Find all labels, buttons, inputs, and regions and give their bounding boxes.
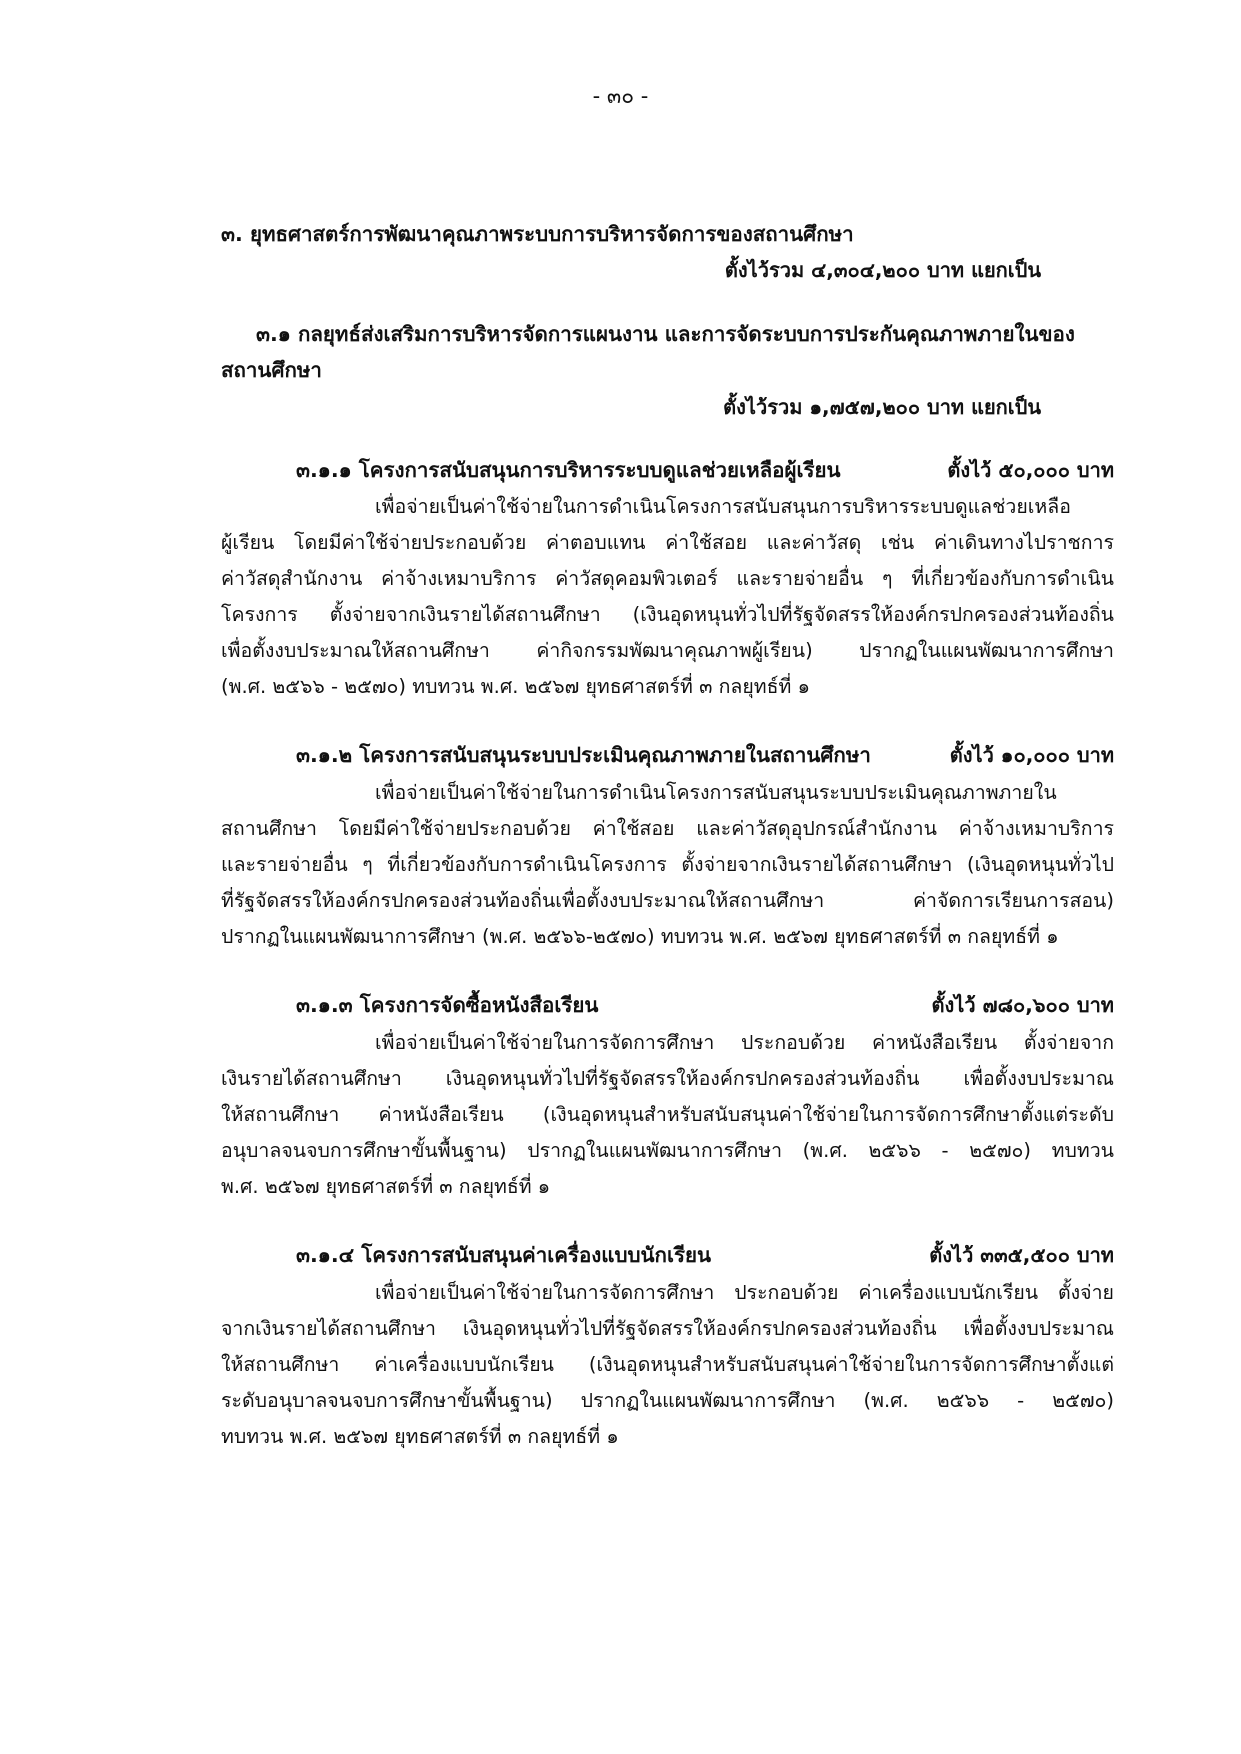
project-text-line: เพื่อจ่ายเป็นค่าใช้จ่ายในการดำเนินโครงการสนับสนุนการบริหารระบบดูแลช่วยเหลือ [375,495,1071,518]
project-title: ๓.๑.๑ โครงการสนับสนุนการบริหารระบบดูแลช่วยเหลือผู้เรียน [296,458,841,482]
substrategy-title-line1: ๓.๑ กลยุทธ์ส่งเสริมการบริหารจัดการแผนงาน และการจัดระบบการประกันคุณภาพภายในของ [256,322,1075,346]
project-text-line: สถานศึกษา โดยมีค่าใช้จ่ายประกอบด้วย ค่าใช้สอย และค่าวัสดุอุปกรณ์สำนักงาน ค่าจ้างเหมาบริการ [221,817,1114,840]
project-text-line: เงินรายได้สถานศึกษา เงินอุดหนุนทั่วไปที่รัฐจัดสรรให้องค์กรปกครองส่วนท้องถิ่น เพื่อตั้งงบประมาณ [221,1067,1114,1090]
project-amount: ตั้งไว้ ๑๐,๐๐๐ บาท [949,743,1114,767]
strategy-total: ตั้งไว้รวม ๔,๓๐๔,๒๐๐ บาท แยกเป็น [724,258,1041,282]
project-text-line: ระดับอนุบาลจนจบการศึกษาขั้นพื้นฐาน) ปรากฏในแผนพัฒนาการศึกษา (พ.ศ. ๒๕๖๖ - ๒๕๗๐) [221,1389,1114,1412]
substrategy-total: ตั้งไว้รวม ๑,๗๕๗,๒๐๐ บาท แยกเป็น [723,395,1041,419]
project-title: ๓.๑.๒ โครงการสนับสนุนระบบประเมินคุณภาพภายในสถานศึกษา [296,743,871,767]
project-text-line: ค่าวัสดุสำนักงาน ค่าจ้างเหมาบริการ ค่าวัสดุคอมพิวเตอร์ และรายจ่ายอื่น ๆ ที่เกี่ยวข้องกับการดำเนิน [221,567,1114,590]
project-text-line: เพื่อตั้งงบประมาณให้สถานศึกษา ค่ากิจกรรมพัฒนาคุณภาพผู้เรียน) ปรากฏในแผนพัฒนาการศึกษา [221,639,1114,662]
project-text-line: และรายจ่ายอื่น ๆ ที่เกี่ยวข้องกับการดำเนินโครงการ ตั้งจ่ายจากเงินรายได้สถานศึกษา (เงินอุดหนุนทั่วไป [221,853,1114,876]
project-text-line: จากเงินรายได้สถานศึกษา เงินอุดหนุนทั่วไปที่รัฐจัดสรรให้องค์กรปกครองส่วนท้องถิ่น เพื่อตั้งงบประมาณ [221,1317,1114,1340]
project-text-line: อนุบาลจนจบการศึกษาขั้นพื้นฐาน) ปรากฏในแผนพัฒนาการศึกษา (พ.ศ. ๒๕๖๖ - ๒๕๗๐) ทบทวน [221,1139,1114,1162]
project-text-line: เพื่อจ่ายเป็นค่าใช้จ่ายในการจัดการศึกษา ประกอบด้วย ค่าเครื่องแบบนักเรียน ตั้งจ่าย [375,1281,1114,1304]
project-text-line: เพื่อจ่ายเป็นค่าใช้จ่ายในการดำเนินโครงการสนับสนุนระบบประเมินคุณภาพภายใน [375,781,1057,804]
project-amount: ตั้งไว้ ๗๘๐,๖๐๐ บาท [931,993,1114,1017]
project-text-line: ให้สถานศึกษา ค่าหนังสือเรียน (เงินอุดหนุนสำหรับสนับสนุนค่าใช้จ่ายในการจัดการศึกษาตั้งแต่ระดับ [221,1103,1114,1126]
project-title: ๓.๑.๔ โครงการสนับสนุนค่าเครื่องแบบนักเรียน [296,1243,711,1267]
project-title: ๓.๑.๓ โครงการจัดซื้อหนังสือเรียน [296,993,599,1017]
strategy-title: ๓. ยุทธศาสตร์การพัฒนาคุณภาพระบบการบริหารจัดการของสถานศึกษา [221,222,854,246]
project-amount: ตั้งไว้ ๕๐,๐๐๐ บาท [947,458,1114,482]
substrategy-title-line2: สถานศึกษา [221,358,322,382]
page-number: - ๓๐ - [592,84,649,108]
project-text-line: ผู้เรียน โดยมีค่าใช้จ่ายประกอบด้วย ค่าตอบแทน ค่าใช้สอย และค่าวัสดุ เช่น ค่าเดินทางไปราชการ [221,531,1114,554]
project-text-line: เพื่อจ่ายเป็นค่าใช้จ่ายในการจัดการศึกษา ประกอบด้วย ค่าหนังสือเรียน ตั้งจ่ายจาก [375,1031,1114,1054]
project-text-line: (พ.ศ. ๒๕๖๖ - ๒๕๗๐) ทบทวน พ.ศ. ๒๕๖๗ ยุทธศาสตร์ที่ ๓ กลยุทธ์ที่ ๑ [221,675,810,698]
project-text-line: ทบทวน พ.ศ. ๒๕๖๗ ยุทธศาสตร์ที่ ๓ กลยุทธ์ที่ ๑ [221,1425,619,1448]
project-text-line: ที่รัฐจัดสรรให้องค์กรปกครองส่วนท้องถิ่นเพื่อตั้งงบประมาณให้สถานศึกษา ค่าจัดการเรียนการสอน) [221,889,1114,912]
project-amount: ตั้งไว้ ๓๓๕,๕๐๐ บาท [929,1243,1114,1267]
project-text-line: โครงการ ตั้งจ่ายจากเงินรายได้สถานศึกษา (เงินอุดหนุนทั่วไปที่รัฐจัดสรรให้องค์กรปกครองส่วนท้องถิ่น [221,603,1114,626]
project-text-line: ให้สถานศึกษา ค่าเครื่องแบบนักเรียน (เงินอุดหนุนสำหรับสนับสนุนค่าใช้จ่ายในการจัดการศึกษาตั้งแต่ [221,1353,1114,1376]
project-text-line: ปรากฏในแผนพัฒนาการศึกษา (พ.ศ. ๒๕๖๖-๒๕๗๐) ทบทวน พ.ศ. ๒๕๖๗ ยุทธศาสตร์ที่ ๓ กลยุทธ์ที่ ๑ [221,925,1059,948]
project-text-line: พ.ศ. ๒๕๖๗ ยุทธศาสตร์ที่ ๓ กลยุทธ์ที่ ๑ [221,1175,551,1198]
